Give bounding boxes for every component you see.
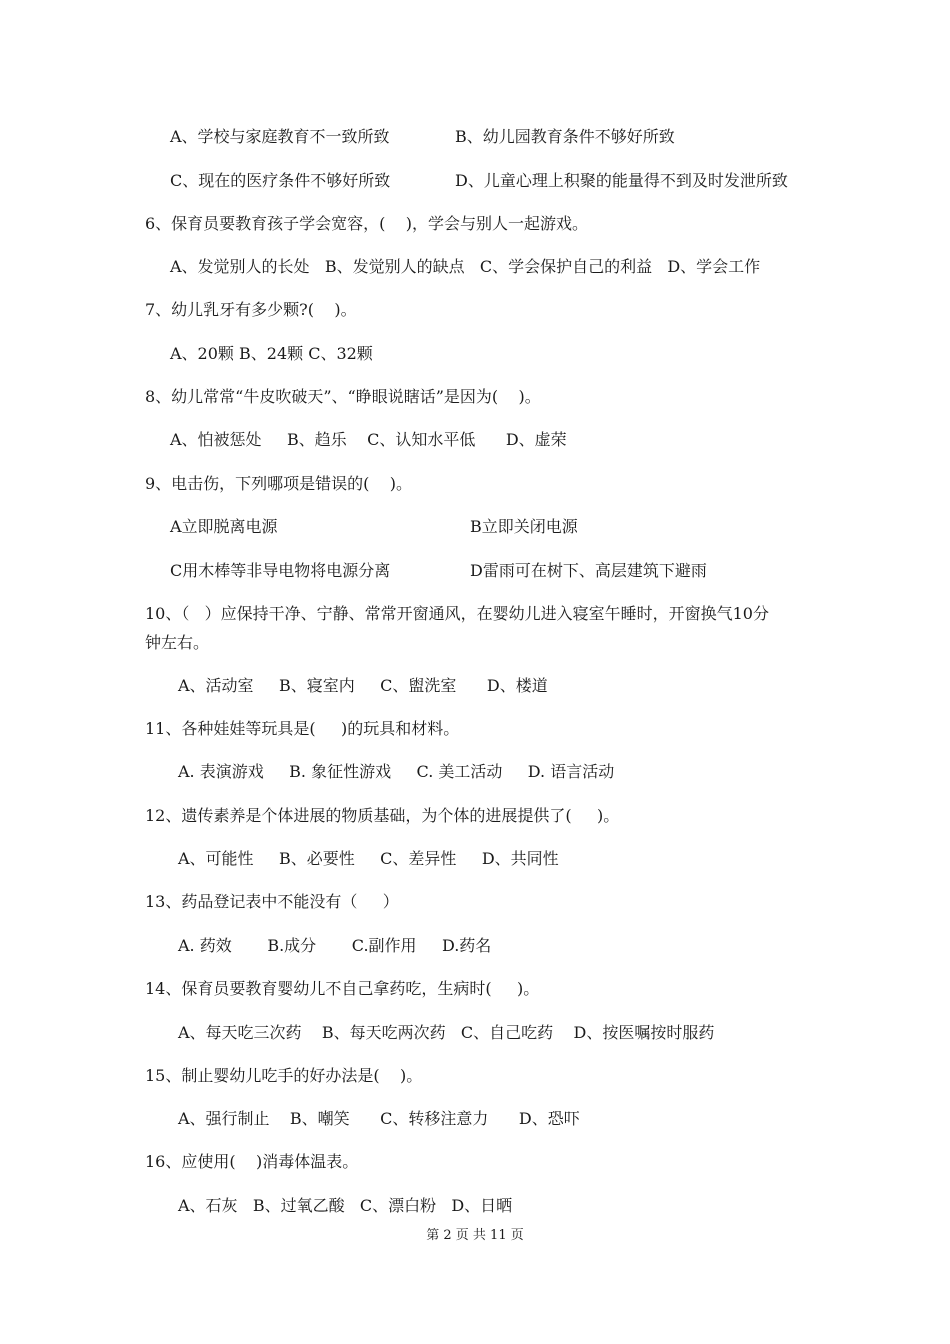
- question-16-options: A、石灰 B、过氧乙酸 C、漂白粉 D、日晒: [178, 1196, 513, 1215]
- question-10-line-1: 10、（ ）应保持干净、宁静、常常开窗通风，在婴幼儿进入寝室午睡时，开窗换气10分: [145, 604, 769, 623]
- question-6: 6、保育员要教育孩子学会宽容，( )，学会与别人一起游戏。: [145, 214, 589, 233]
- question-6-options: A、发觉别人的长处 B、发觉别人的缺点 C、学会保护自己的利益 D、学会工作: [170, 257, 761, 276]
- question-10-options: A、活动室 B、寝室内 C、盥洗室 D、楼道: [178, 676, 548, 695]
- question-15-options: A、强行制止 B、嘲笑 C、转移注意力 D、恐吓: [178, 1109, 580, 1128]
- question-11: 11、各种娃娃等玩具是( )的玩具和材料。: [145, 719, 460, 738]
- question-12: 12、遗传素养是个体进展的物质基础，为个体的进展提供了( )。: [145, 806, 620, 825]
- q9-option-c: C用木棒等非导电物将电源分离: [170, 561, 391, 580]
- question-7-options: A、20颗 B、24颗 C、32颗: [170, 344, 373, 363]
- question-8: 8、幼儿常常“牛皮吹破天”、“睁眼说瞎话”是因为( )。: [145, 387, 541, 406]
- question-15: 15、制止婴幼儿吃手的好办法是( )。: [145, 1066, 423, 1085]
- question-16: 16、应使用( )消毒体温表。: [145, 1152, 359, 1171]
- question-14-options: A、每天吃三次药 B、每天吃两次药 C、自己吃药 D、按医嘱按时服药: [178, 1023, 715, 1042]
- question-12-options: A、可能性 B、必要性 C、差异性 D、共同性: [178, 849, 559, 868]
- q5-option-d: D、儿童心理上积聚的能量得不到及时发泄所致: [455, 171, 788, 190]
- page-footer: 第 2 页 共 11 页: [426, 1228, 524, 1243]
- q5-option-a: A、学校与家庭教育不一致所致: [170, 127, 390, 146]
- q5-option-b: B、幼儿园教育条件不够好所致: [455, 127, 675, 146]
- q5-option-c: C、现在的医疗条件不够好所致: [170, 171, 391, 190]
- question-9: 9、电击伤，下列哪项是错误的( )。: [145, 474, 413, 493]
- question-13: 13、药品登记表中不能没有（ ）: [145, 892, 399, 911]
- question-14: 14、保育员要教育婴幼儿不自己拿药吃，生病时( )。: [145, 979, 540, 998]
- question-13-options: A. 药效 B.成分 C.副作用 D.药名: [178, 936, 492, 955]
- q9-option-d: D雷雨可在树下、高层建筑下避雨: [470, 561, 707, 580]
- question-10-line-2: 钟左右。: [145, 633, 210, 652]
- question-8-options: A、怕被惩处 B、趋乐 C、认知水平低 D、虚荣: [170, 430, 567, 449]
- q9-option-a: A立即脱离电源: [170, 517, 278, 536]
- q9-option-b: B立即关闭电源: [470, 517, 578, 536]
- question-11-options: A. 表演游戏 B. 象征性游戏 C. 美工活动 D. 语言活动: [178, 762, 615, 781]
- question-7: 7、幼儿乳牙有多少颗?( )。: [145, 300, 357, 319]
